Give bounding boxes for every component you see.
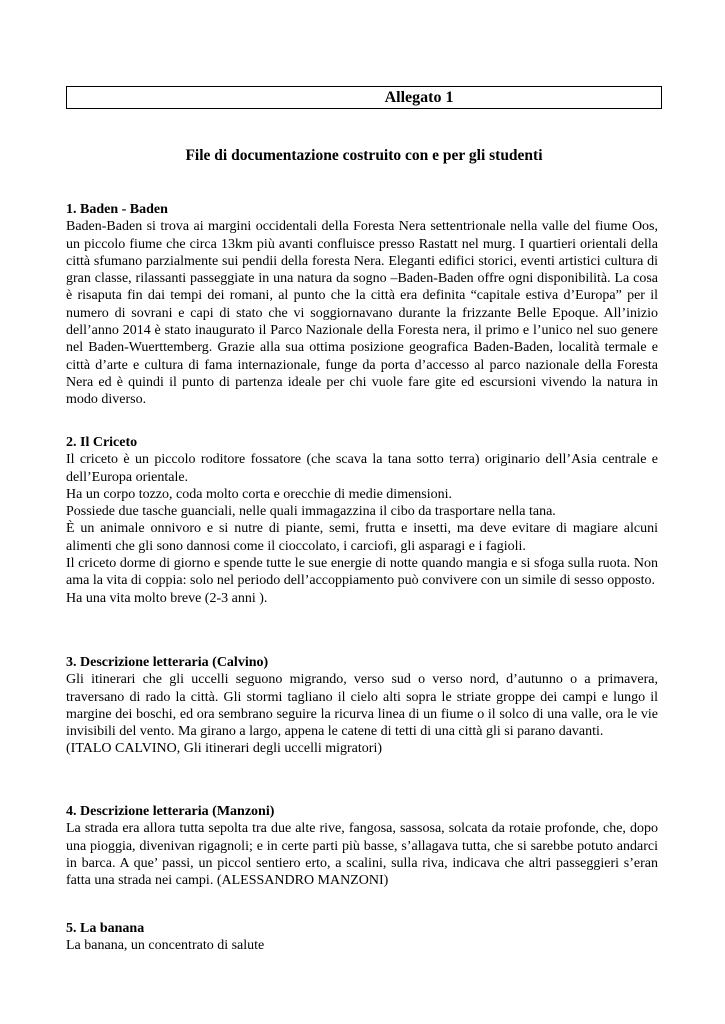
- section-paragraph: Ha un corpo tozzo, coda molto corta e orecchie di medie dimensioni.: [66, 486, 453, 502]
- section-citation: (ITALO CALVINO, Gli itinerari degli uccelli migratori): [66, 741, 382, 757]
- section-banana: [66, 920, 658, 955]
- section-heading: 2. Il Criceto: [66, 435, 138, 450]
- section-paragraph: Possiede due tasche guanciali, nelle quali immagazzina il cibo da trasportare nella tana.: [66, 504, 556, 520]
- attachment-header-box: [66, 86, 662, 109]
- section-heading: 1. Baden - Baden: [66, 202, 168, 217]
- section-paragraph: Baden-Baden si trova ai margini occidentali della Foresta Nera settentrionale nella valle del fiume Oos, un piccolo fiume che circa 13km più avanti confluisce presso Rastatt nel murg. I quartieri orientali della città sfumano parzialmente sui pendii della foresta Nera. Eleganti edifici storici, eventi artistici cultura di gran classe, rilassanti passeggiate in una natura da sogno –Baden-Baden offre ogni disponibilità. La cosa è risaputa fin dai tempi dei romani, al punto che la città era definita “capitale estiva d’Europa” per il numero di sovrani e capi di stato che vi soggiornavano durante la frizzante Belle Epoque. All’inizio dell’anno 2014 è stato inaugurato il Parco Nazionale della Foresta nera, il primo e l’unico nel suo genere nel Baden-Wuerttemberg. Grazie alla sua ottima posizione geografica Baden-Baden, località termale e città d’arte e cultura di fama internazionale, funge da porta d’accesso al parco nazionale della Foresta Nera ed è quindi il punto di partenza ideale per chi vuole fare gite ed escursioni vivendo la natura in modo diverso.: [66, 219, 658, 408]
- section-manzoni: [66, 803, 658, 889]
- section-calvino: [66, 654, 658, 758]
- section-paragraph: Ha una vita molto breve (2-3 anni ).: [66, 590, 268, 606]
- section-heading: 3. Descrizione letteraria (Calvino): [66, 655, 269, 670]
- section-baden-baden: [66, 201, 658, 409]
- attachment-title: Allegato 1: [384, 89, 454, 106]
- section-heading: 4. Descrizione letteraria (Manzoni): [66, 804, 275, 819]
- section-paragraph: La strada era allora tutta sepolta tra due alte rive, fangosa, sassosa, solcata da rotaie profonde, che, dopo una pioggia, divenivan rigagnoli; e in certe parti più basse, s’allagava tutta, che si sarebbe potuto andarci in barca. A que’ passi, un piccol sentiero erto, a scalini, sulla riva, indicava che altri passeggieri s’eran fatta una strada nei campi. (ALESSANDRO MANZONI): [66, 821, 658, 889]
- document-title: File di documentazione costruito con e per gli studenti: [185, 147, 543, 164]
- section-paragraph: Il criceto è un piccolo roditore fossatore (che scava la tana sotto terra) originario dell’Asia centrale e dell’Europa orientale.: [66, 452, 658, 485]
- section-paragraph: Gli itinerari che gli uccelli seguono migrando, verso sud o verso nord, d’autunno o a primavera, traversano di rado la città. Gli stormi tagliano il cielo alti sopra le striate groppe dei campi e lungo il margine dei boschi, ed ora sembrano seguire la ricurva linea di un fiume o il solco di una valle, ora le vie invisibili del vento. Ma girano a largo, appena le catene di tetti di una città gli si parano davanti.: [66, 672, 658, 740]
- section-criceto: [66, 434, 658, 607]
- section-paragraph: La banana, un concentrato di salute: [66, 938, 265, 954]
- section-paragraph: Il criceto dorme di giorno e spende tutte le sue energie di notte quando mangia e si sfoga sulla ruota. Non ama la vita di coppia: solo nel periodo dell’accoppiamento può convivere con un simile di sesso opposto.: [66, 556, 658, 589]
- section-paragraph: È un animale onnivoro e si nutre di piante, semi, frutta e insetti, ma deve evitare di magiare alcuni alimenti che gli sono dannosi come il cioccolato, i carciofi, gli asparagi e i fagioli.: [66, 521, 658, 554]
- section-heading: 5. La banana: [66, 921, 145, 936]
